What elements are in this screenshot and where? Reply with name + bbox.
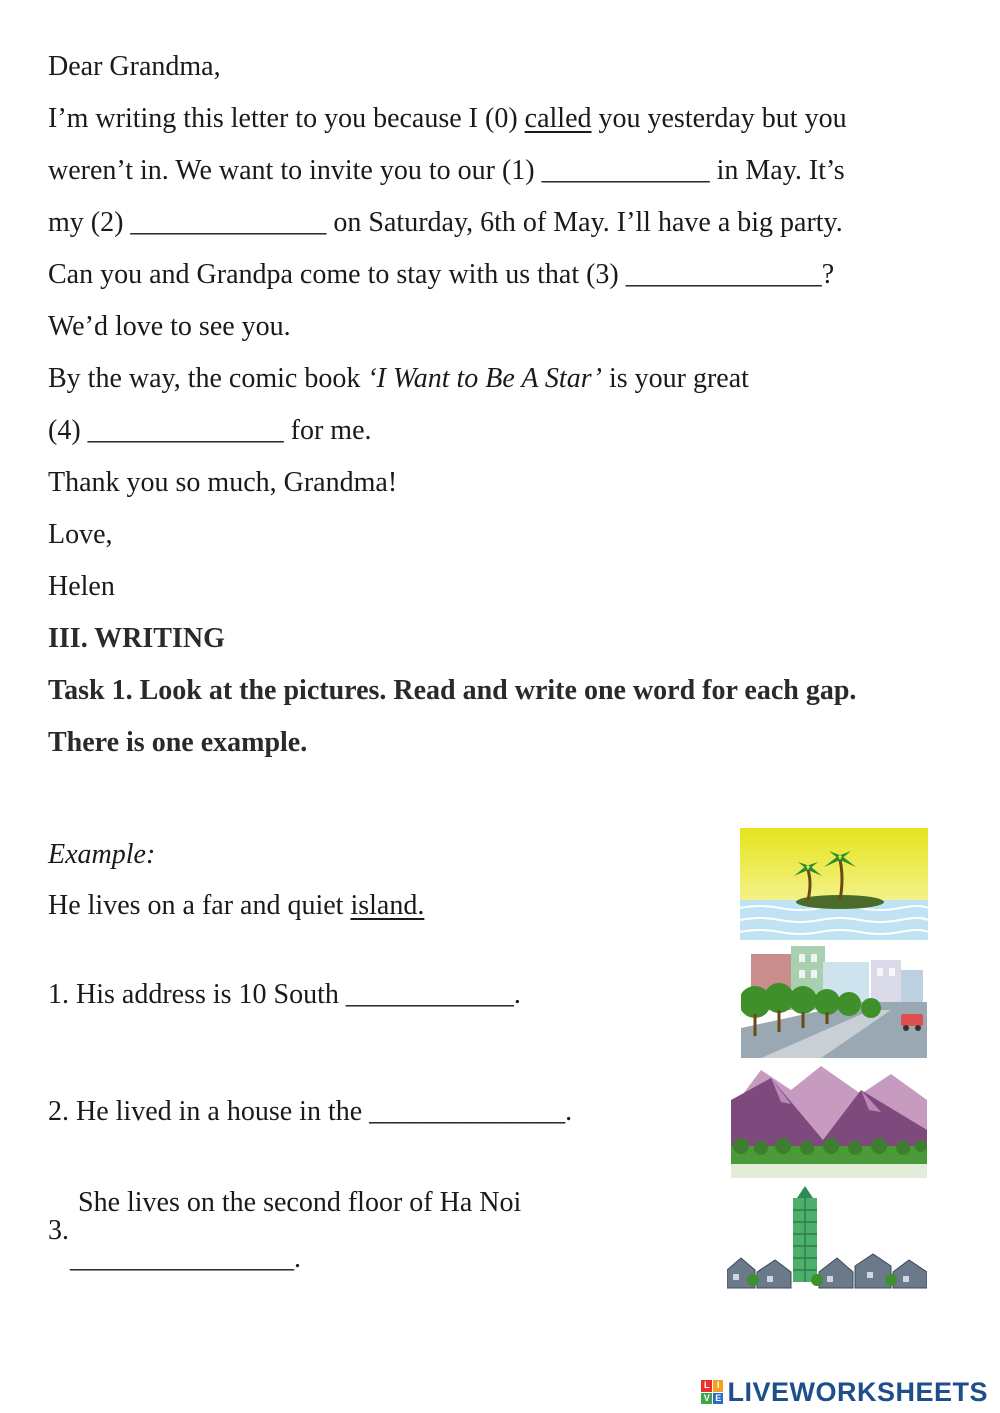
- liveworksheets-wordmark: LIVEWORKSHEETS: [727, 1376, 988, 1407]
- letter-line-1: [48, 102, 847, 136]
- question-text: He lived in a house in the ______________.: [76, 1096, 573, 1127]
- example-answer-island: island.: [350, 890, 425, 921]
- island-picture: [740, 828, 928, 940]
- question-number: 1.: [48, 979, 69, 1010]
- example-label: Example:: [48, 839, 156, 870]
- book-title: ‘I Want to Be A Star’: [367, 363, 602, 394]
- question-1: [48, 978, 521, 1012]
- example-sentence-text: He lives on a far and quiet: [48, 890, 351, 921]
- section-heading: III. WRITING: [48, 623, 225, 654]
- letter-greeting: Dear Grandma,: [48, 51, 221, 82]
- mountains-picture: [731, 1060, 927, 1178]
- letter-line-2: weren’t in. We want to invite you to our (1) ____________ in May. It’s: [48, 155, 845, 186]
- question-3-text: She lives on the second floor of Ha Noi: [78, 1187, 522, 1218]
- letter-line-5: We’d love to see you.: [48, 311, 291, 342]
- tower-building-picture: [727, 1180, 927, 1292]
- question-3-blank: ________________.: [70, 1243, 301, 1274]
- example-answer-called: called: [524, 103, 592, 134]
- letter-line-6-start: By the way, the comic book: [48, 363, 368, 394]
- city-street-picture: [741, 940, 927, 1058]
- letter-closing: Love,: [48, 519, 113, 550]
- letter-line-3: my (2) ______________ on Saturday, 6th of May. I’ll have a big party.: [48, 207, 843, 238]
- letter-line-6-end: is your great: [601, 363, 749, 394]
- letter-line-4: Can you and Grandpa come to stay with us that (3) ______________?: [48, 259, 835, 290]
- letter-line-8: Thank you so much, Grandma!: [48, 467, 398, 498]
- question-2: [48, 1095, 572, 1129]
- liveworksheets-icon: L I V E: [701, 1380, 723, 1404]
- question-text: His address is 10 South ____________.: [76, 979, 521, 1010]
- question-number: 2.: [48, 1096, 69, 1127]
- question-3-number: 3.: [48, 1215, 69, 1246]
- task-instruction-2: There is one example.: [48, 727, 308, 758]
- letter-line-1-end: you yesterday but you: [591, 103, 847, 134]
- letter-signature: Helen: [48, 571, 115, 602]
- example-sentence: [48, 889, 424, 923]
- task-instruction-1: Task 1. Look at the pictures. Read and write one word for each gap.: [48, 675, 857, 706]
- letter-line-1-start: I’m writing this letter to you because I (0): [48, 103, 525, 134]
- letter-line-7: (4) ______________ for me.: [48, 415, 372, 446]
- liveworksheets-logo: [701, 1377, 988, 1407]
- letter-line-6: [48, 362, 749, 396]
